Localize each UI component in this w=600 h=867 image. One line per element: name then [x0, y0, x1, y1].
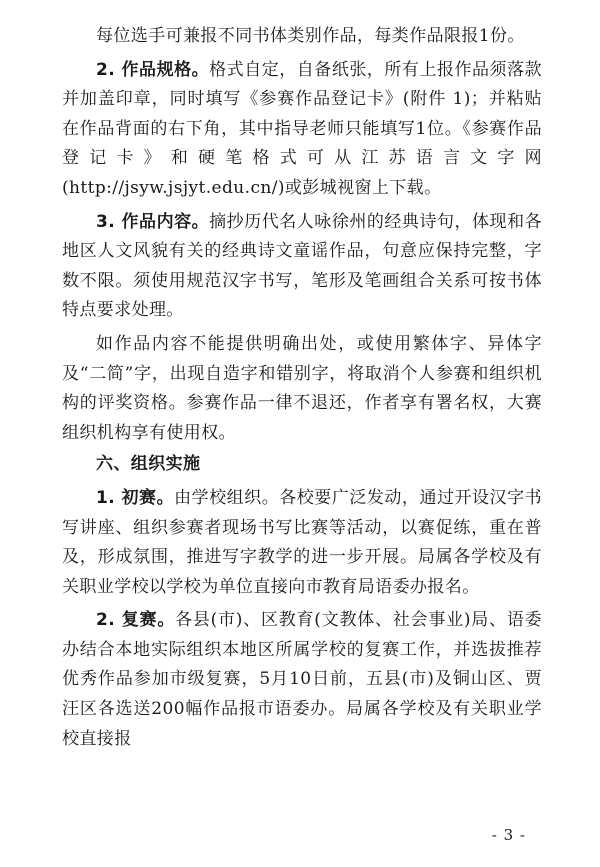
paragraph-work-specification: [62, 56, 542, 204]
paragraph-second-round: [62, 606, 542, 754]
paragraph-text: 由学校组织。各校要广泛发动，通过开设汉字书写讲座、组织参赛者现场书写比赛等活动，以赛促练，重在普及，形成氛围，推进写字教学的进一步开展。局属各学校及有关职业学校以学校为单位直接向市教育局语委办报名。: [62, 487, 542, 597]
paragraph-entry-limit: [62, 22, 542, 52]
paragraph-text: 各县(市)、区教育(文教体、社会事业)局、语委办结合本地实际组织本地区所属学校的复赛工作，并选拔推荐优秀作品参加市级复赛，5月10日前，五县(市)及铜山区、贾汪区各选送200幅作品报市语委办。局属各学校及有关职业学校直接报: [62, 610, 542, 749]
paragraph-preliminary-round: [62, 484, 542, 602]
paragraph-text: 如作品内容不能提供明确出处，或使用繁体字、异体字及“二简”字，出现自造字和错别字，将取消个人参赛和组织机构的评奖资格。参赛作品一律不退还，作者享有署名权，大赛组织机构享有使用权。: [62, 333, 542, 443]
paragraph-work-content: [62, 208, 542, 326]
paragraph-text: 每位选手可兼报不同书体类别作品，每类作品限报1份。: [96, 26, 525, 46]
page-number: - 3 -: [491, 826, 526, 844]
paragraph-lead: 3. 作品内容。: [96, 211, 210, 232]
paragraph-disqualification-rules: [62, 330, 542, 448]
section-heading: 六、组织实施: [96, 454, 201, 475]
paragraph-lead: 2. 复赛。: [96, 610, 176, 631]
paragraph-lead: 2. 作品规格。: [96, 59, 210, 80]
paragraph-text: 摘抄历代名人咏徐州的经典诗句，体现和各地区人文风貌有关的经典诗文童谣作品，句意应保持完整，字数不限。须使用规范汉字书写，笔形及笔画组合关系可按书体特点要求处理。: [62, 211, 542, 321]
paragraph-lead: 1. 初赛。: [96, 487, 175, 508]
paragraph-text: 格式自定，自备纸张，所有上报作品须落款并加盖印章，同时填写《参赛作品登记卡》(附件 1)；并粘贴在作品背面的右下角，其中指导老师只能填写1位。《参赛作品登记卡》和硬笔格式可从江苏语言文字网(http://jsyw.jsjyt.edu.cn/)或彭城视窗上下载。: [62, 59, 542, 198]
